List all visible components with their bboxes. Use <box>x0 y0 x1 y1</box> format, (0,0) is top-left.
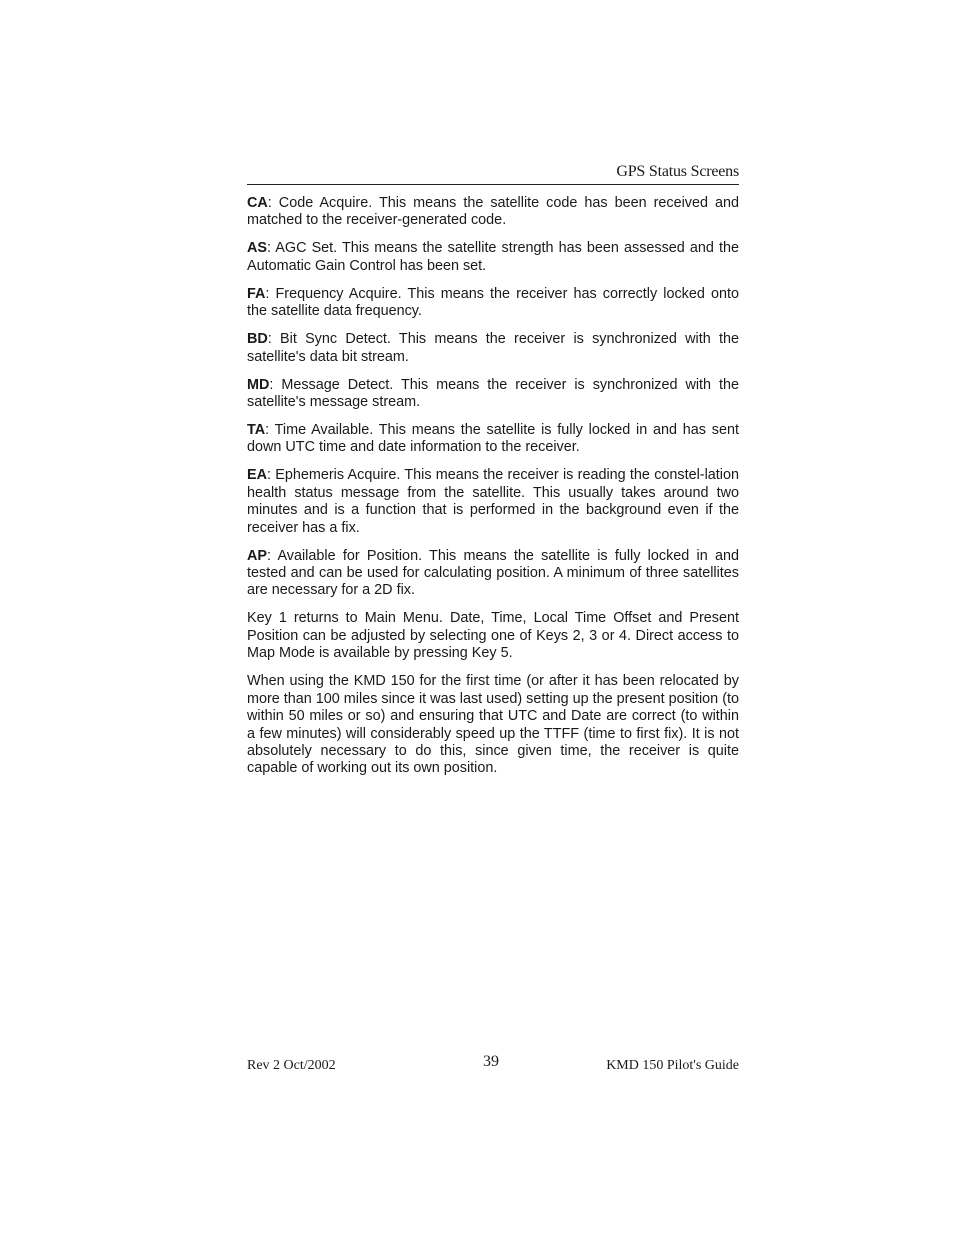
page-body <box>247 195 739 788</box>
definition-ta <box>247 422 739 457</box>
definition-fa <box>247 286 739 321</box>
definition-code: EA <box>247 467 267 484</box>
definition-as <box>247 240 739 275</box>
definition-ea <box>247 467 739 537</box>
definition-code: MD <box>247 376 270 393</box>
footer-guide-title: KMD 150 Pilot's Guide <box>606 1058 739 1073</box>
definition-text: : Time Available. This means the satellite is fully locked in and has sent down UTC time and date information to the receiver. <box>247 422 739 456</box>
definition-bd <box>247 331 739 366</box>
section-title: GPS Status Screens <box>616 163 739 180</box>
definition-code: BD <box>247 331 268 348</box>
definition-text: : Ephemeris Acquire. This means the receiver is reading the constel-lation health status message from the satellite. This usually takes around two minutes and is a function that is performed in the background even if the receiver has a fix. <box>247 467 739 536</box>
definition-code: CA <box>247 195 268 211</box>
page-number: 39 <box>483 1053 499 1070</box>
paragraph-first-use: When using the KMD 150 for the first time (or after it has been relocated by more than 100 miles since it was last used) setting up the present position (to within 50 miles or so) and ensuring that UTC and Date are correct (to within a few minutes) will considerably speed up the TTFF (time to first fix). It is not absolutely necessary to do this, since given time, the receiver is quite capable of working out its own position. <box>247 673 739 777</box>
definition-code: TA <box>247 422 266 439</box>
definition-text: : Available for Position. This means the satellite is fully locked in and tested and can be used for calculating position. A minimum of three satellites are necessary for a 2D fix. <box>247 547 739 599</box>
definition-code: AS <box>247 240 267 257</box>
definition-text: : Code Acquire. This means the satellite code has been received and matched to the receiver-generated code. <box>247 195 739 229</box>
definition-code: AP <box>247 547 267 564</box>
definition-md <box>247 377 739 412</box>
definition-ap <box>247 548 739 600</box>
definition-code: FA <box>247 285 266 302</box>
definition-text: : Frequency Acquire. This means the receiver has correctly locked onto the satellite data frequency. <box>247 285 739 320</box>
definition-ca <box>247 195 739 230</box>
page-header <box>247 160 739 185</box>
paragraph-key-navigation: Key 1 returns to Main Menu. Date, Time, Local Time Offset and Present Position can be adjusted by selecting one of Keys 2, 3 or 4. Direct access to Map Mode is available by pressing Key 5. <box>247 610 739 662</box>
footer-revision: Rev 2 Oct/2002 <box>247 1058 336 1073</box>
definition-text: : Bit Sync Detect. This means the receiver is synchronized with the satellite's data bit stream. <box>247 331 739 365</box>
definition-text: : Message Detect. This means the receiver is synchronized with the satellite's message stream. <box>247 376 739 411</box>
definition-text: : AGC Set. This means the satellite strength has been assessed and the Automatic Gain Control has been set. <box>247 240 739 274</box>
